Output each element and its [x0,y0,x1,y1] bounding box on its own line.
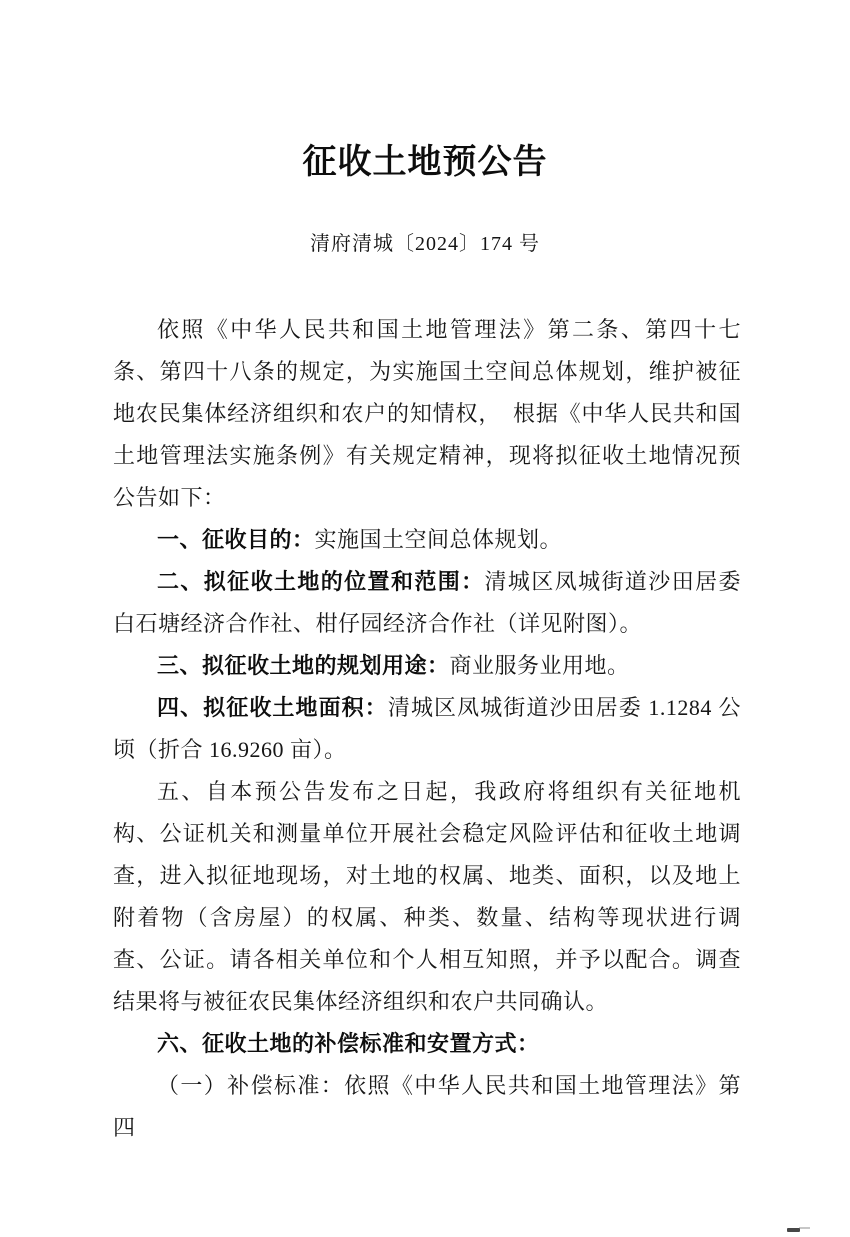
page-title: 征收土地预公告 [302,144,548,181]
paragraph-lead: 四、拟征收土地面积： [157,695,388,720]
scan-artifact [787,1228,800,1232]
document-body [113,309,741,1149]
paragraph-item-4-area [113,687,741,771]
paragraph-sub-1-compensation-standard [113,1065,741,1149]
paragraph-text: 商业服务业用地。 [449,653,630,678]
paragraph-item-3-planned-use [113,645,741,687]
paragraph-lead: 一、征收目的： [157,527,315,552]
paragraph-item-5-survey [113,771,741,1023]
paragraph-item-2-location [113,561,741,645]
paragraph-text: 依照《中华人民共和国土地管理法》第二条、第四十七条、第四十八条的规定，为实施国土空间总体规划，维护被征地农民集体经济组织和农户的知情权， 根据《中华人民共和国土地管理法实施条例》有关规定精神，现将拟征收土地情况预公告如下： [113,317,741,510]
paragraph-lead: 三、拟征收土地的规划用途： [157,653,450,678]
paragraph-lead: 六、征收土地的补偿标准和安置方式： [157,1031,540,1056]
paragraph-text: 清城区凤城街道沙田居委白石塘经济合作社、柑仔园经济合作社（详见附图）。 [113,569,741,636]
paragraph-intro [113,309,741,519]
paragraph-text: 清城区凤城街道沙田居委 1.1284 公顷（折合 16.9260 亩）。 [113,695,741,762]
paragraph-text: 实施国土空间总体规划。 [314,527,563,552]
paragraph-text: （一）补偿标准：依照《中华人民共和国土地管理法》第四 [113,1073,741,1140]
paragraph-text: 五、自本预公告发布之日起，我政府将组织有关征地机构、公证机关和测量单位开展社会稳定风险评估和征收土地调查，进入拟征地现场，对土地的权属、地类、面积，以及地上附着物（含房屋）的权属、种类、数量、结构等现状进行调查、公证。请各相关单位和个人相互知照，并予以配合。调查结果将与被征农民集体经济组织和农户共同确认。 [113,779,741,1014]
paragraph-lead: 二、拟征收土地的位置和范围： [157,569,485,594]
paragraph-item-6-compensation-heading [113,1023,741,1065]
document-number: 清府清城〔2024〕174 号 [310,233,540,255]
paragraph-item-1-purpose [113,519,741,561]
